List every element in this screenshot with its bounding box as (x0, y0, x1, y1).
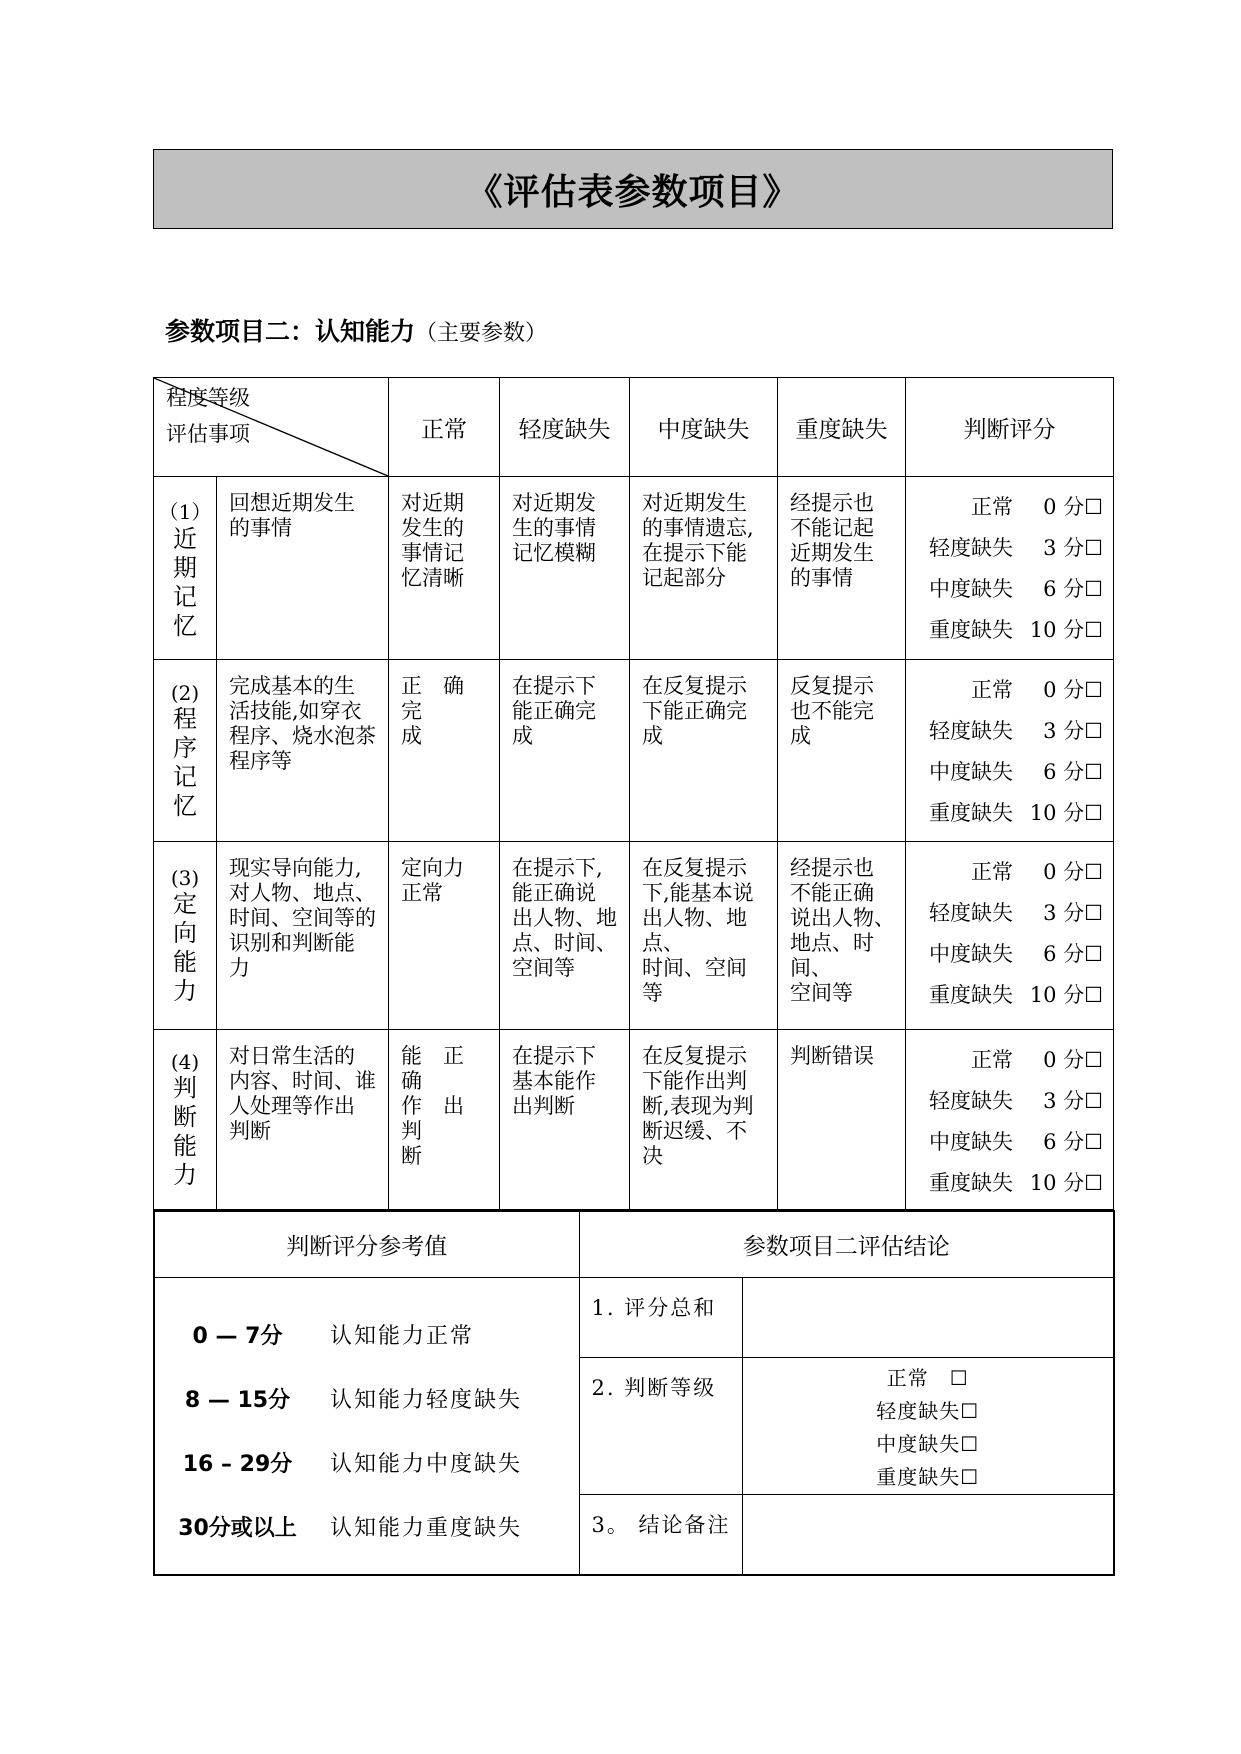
remarks-label: 3。 结论备注 (579, 1495, 742, 1575)
header-mild: 轻度缺失 (500, 378, 630, 477)
table-row (154, 477, 1114, 660)
score-option-moderate[interactable]: 中度缺失 6 分☐ (929, 1129, 1103, 1154)
table-row (154, 1030, 1114, 1210)
moderate-description: 在反复提示 下能作出判 断,表现为判 断迟缓、不决 (630, 1030, 778, 1210)
score-option-severe[interactable]: 重度缺失 10 分☐ (929, 1170, 1103, 1195)
reference-values (154, 1278, 579, 1575)
severe-description: 经提示也 不能正确 说出人物、 地点、时间、 空间等 (778, 842, 906, 1030)
reference-row: 30分或以上 认知能力重度缺失 (178, 1515, 523, 1541)
score-option-moderate[interactable]: 中度缺失 6 分☐ (929, 576, 1103, 601)
moderate-description: 对近期发生 的事情遗忘, 在提示下能 记起部分 (630, 477, 778, 660)
normal-description: 定向力 正常 (389, 842, 500, 1030)
row-label (154, 477, 217, 660)
score-options (906, 660, 1114, 842)
item-description: 完成基本的生 活技能,如穿衣 程序、烧水泡茶 程序等 (217, 660, 389, 842)
section-heading-note: （主要参数） (415, 321, 548, 346)
reference-row: 16 – 29分 认知能力中度缺失 (182, 1451, 523, 1477)
score-options (906, 842, 1114, 1030)
mild-description: 在提示下, 能正确说 出人物、地 点、时间、 空间等 (500, 842, 630, 1030)
row-title: 近 期 记 忆 (173, 524, 197, 640)
score-option-moderate[interactable]: 中度缺失 6 分☐ (929, 759, 1103, 784)
severe-description: 经提示也 不能记起 近期发生 的事情 (778, 477, 906, 660)
header-score: 判断评分 (906, 378, 1114, 477)
item-description: 现实导向能力, 对人物、地点、 时间、空间等的 识别和判断能 力 (217, 842, 389, 1030)
score-option-mild[interactable]: 轻度缺失 3 分☐ (929, 900, 1103, 925)
header-normal: 正常 (389, 378, 500, 477)
grade-option-normal[interactable]: 正常 ☐ (886, 1366, 969, 1390)
normal-description: 对近期 发生的 事情记 忆清晰 (389, 477, 500, 660)
row-number: (3) (170, 865, 200, 890)
score-option-mild[interactable]: 轻度缺失 3 分☐ (929, 718, 1103, 743)
table-row (154, 842, 1114, 1030)
mild-description: 在提示下 基本能作 出判断 (500, 1030, 630, 1210)
row-number: (4) (170, 1049, 200, 1074)
normal-description: 能 正 确 作 出 判 断 (389, 1030, 500, 1210)
mild-description: 在提示下 能正确完 成 (500, 660, 630, 842)
conclusion-title: 参数项目二评估结论 (579, 1211, 1114, 1278)
score-option-severe[interactable]: 重度缺失 10 分☐ (929, 800, 1103, 825)
score-options (906, 477, 1114, 660)
grade-options (742, 1358, 1114, 1495)
section-heading (165, 312, 547, 348)
header-diagonal-cell (154, 378, 389, 477)
item-description: 对日常生活的 内容、时间、谁 人处理等作出 判断 (217, 1030, 389, 1210)
mild-description: 对近期发 生的事情 记忆模糊 (500, 477, 630, 660)
table-row (154, 660, 1114, 842)
remarks-field[interactable] (742, 1495, 1114, 1575)
header-item-label: 评估事项 (166, 422, 250, 446)
moderate-description: 在反复提示 下能正确完 成 (630, 660, 778, 842)
assessment-table (153, 377, 1114, 1210)
grade-label: 2. 判断等级 (579, 1358, 742, 1495)
reference-row: 0 — 7分 认知能力正常 (192, 1323, 475, 1349)
page-title: 《评估表参数项目》 (153, 149, 1113, 229)
score-option-normal[interactable]: 正常 0 分☐ (971, 1047, 1103, 1072)
row-number: （1） (158, 499, 212, 524)
normal-description: 正 确 完 成 (389, 660, 500, 842)
reference-title: 判断评分参考值 (154, 1211, 579, 1278)
row-title: 判 断 能 力 (173, 1073, 197, 1189)
score-option-mild[interactable]: 轻度缺失 3 分☐ (929, 535, 1103, 560)
severe-description: 反复提示 也不能完 成 (778, 660, 906, 842)
section-heading-text: 参数项目二：认知能力 (165, 317, 416, 346)
score-option-normal[interactable]: 正常 0 分☐ (971, 494, 1103, 519)
score-option-moderate[interactable]: 中度缺失 6 分☐ (929, 941, 1103, 966)
score-option-severe[interactable]: 重度缺失 10 分☐ (929, 617, 1103, 642)
score-options (906, 1030, 1114, 1210)
score-option-mild[interactable]: 轻度缺失 3 分☐ (929, 1088, 1103, 1113)
score-option-severe[interactable]: 重度缺失 10 分☐ (929, 982, 1103, 1007)
moderate-description: 在反复提示 下,能基本说 出人物、地点、 时间、空间等 (630, 842, 778, 1030)
header-severe: 重度缺失 (778, 378, 906, 477)
row-number: (2) (170, 680, 200, 705)
item-description: 回想近期发生 的事情 (217, 477, 389, 660)
summary-table (153, 1210, 1115, 1576)
row-label (154, 842, 217, 1030)
grade-option-severe[interactable]: 重度缺失☐ (876, 1465, 980, 1489)
severe-description: 判断错误 (778, 1030, 906, 1210)
total-score-label: 1. 评分总和 (579, 1278, 742, 1358)
grade-option-moderate[interactable]: 中度缺失☐ (876, 1432, 980, 1456)
row-label (154, 660, 217, 842)
score-option-normal[interactable]: 正常 0 分☐ (971, 677, 1103, 702)
row-label (154, 1030, 217, 1210)
header-degree-label: 程度等级 (166, 386, 250, 410)
reference-row: 8 — 15分 认知能力轻度缺失 (184, 1387, 523, 1413)
total-score-field[interactable] (742, 1278, 1114, 1358)
score-option-normal[interactable]: 正常 0 分☐ (971, 859, 1103, 884)
grade-option-mild[interactable]: 轻度缺失☐ (876, 1399, 980, 1423)
row-title: 定 向 能 力 (173, 889, 197, 1005)
row-title: 程 序 记 忆 (173, 704, 197, 820)
header-moderate: 中度缺失 (630, 378, 778, 477)
